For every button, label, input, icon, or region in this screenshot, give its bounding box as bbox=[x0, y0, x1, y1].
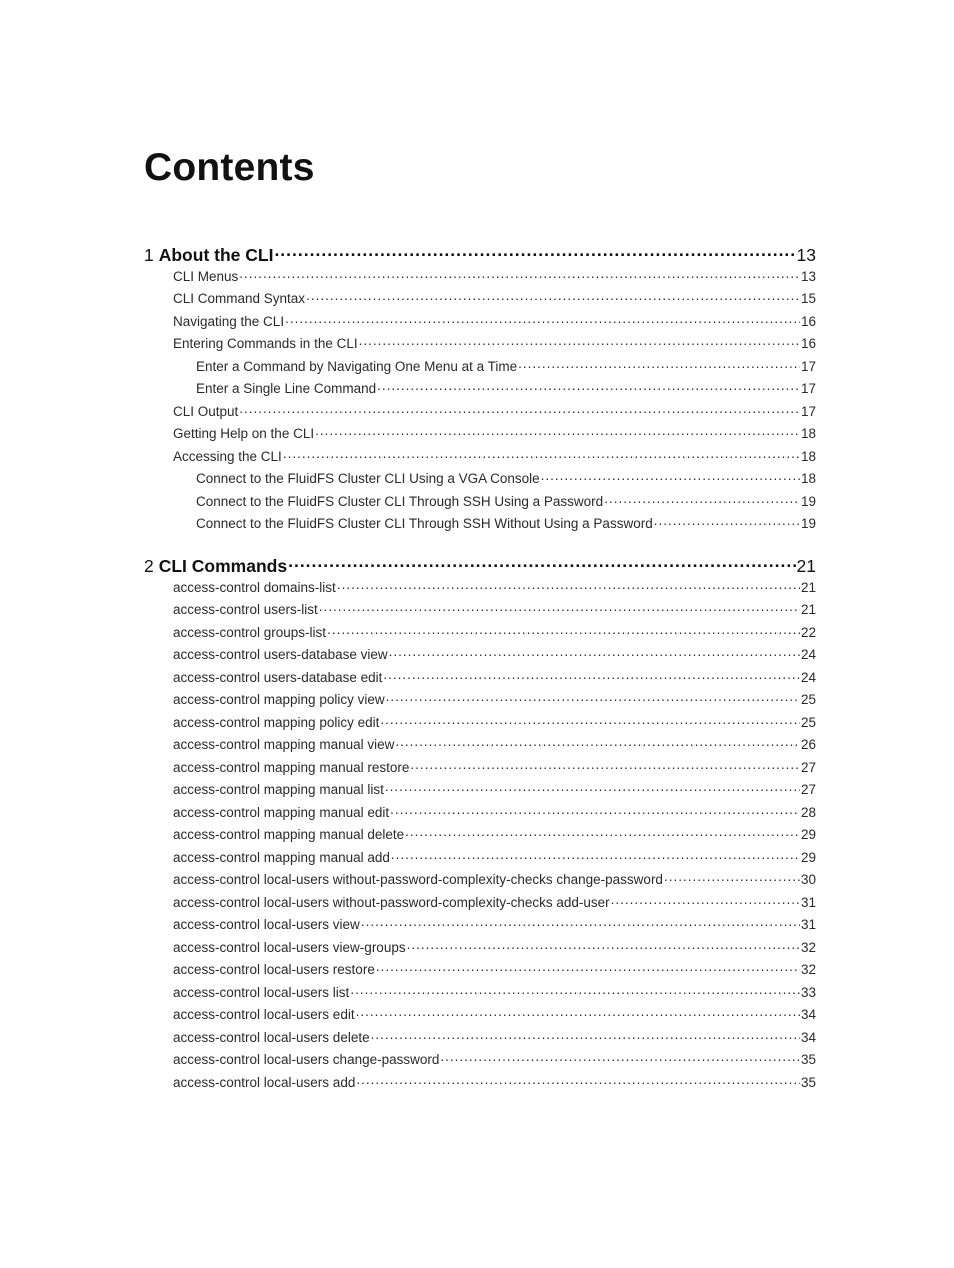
toc-leader-dots bbox=[356, 1073, 800, 1087]
toc-page-number: 26 bbox=[800, 737, 816, 752]
toc-entry[interactable] bbox=[173, 871, 816, 888]
toc-page-number: 32 bbox=[800, 962, 816, 977]
toc-leader-dots bbox=[410, 758, 800, 772]
toc-leader-dots bbox=[285, 312, 800, 326]
toc-entry-label: Connect to the FluidFS Cluster CLI Using a VGA Console bbox=[196, 471, 540, 486]
toc-leader-dots bbox=[405, 826, 800, 840]
toc-entry-label: access-control mapping manual delete bbox=[173, 827, 405, 842]
toc-entry-label: access-control local-users change-password bbox=[173, 1052, 440, 1067]
toc-page-number: 34 bbox=[800, 1029, 816, 1045]
toc-leader-dots bbox=[385, 781, 800, 795]
toc-entry-label: access-control mapping policy view bbox=[173, 692, 385, 707]
toc-entry-label: access-control domains-list bbox=[173, 579, 336, 595]
toc-entry-label: CLI Output bbox=[173, 403, 239, 419]
toc-leader-dots bbox=[315, 425, 800, 439]
toc-leader-dots bbox=[274, 243, 795, 261]
toc-page-number: 17 bbox=[800, 403, 816, 419]
toc-entry-label: access-control mapping manual list bbox=[173, 782, 384, 797]
toc-entry-label: Connect to the FluidFS Cluster CLI Through SSH Without Using a Password bbox=[196, 516, 653, 531]
toc-entry-label: Navigating the CLI bbox=[173, 313, 285, 329]
toc-entry-label: access-control mapping manual add bbox=[173, 849, 390, 865]
page-title: Contents bbox=[144, 146, 315, 189]
toc-entry[interactable] bbox=[173, 713, 816, 730]
toc-entry[interactable] bbox=[173, 848, 816, 865]
toc-entry[interactable] bbox=[196, 380, 816, 397]
toc-page-number: 31 bbox=[800, 894, 816, 910]
toc-entry[interactable] bbox=[173, 758, 816, 775]
toc-entry[interactable] bbox=[173, 601, 816, 618]
toc-page-number: 35 bbox=[800, 1052, 816, 1067]
toc-page-number: 29 bbox=[800, 827, 816, 842]
toc-leader-dots bbox=[327, 623, 800, 637]
toc-page-number: 17 bbox=[800, 358, 816, 374]
toc-page-number: 15 bbox=[800, 291, 816, 306]
toc-entry-label: access-control mapping manual restore bbox=[173, 759, 410, 775]
toc-page-number: 22 bbox=[800, 624, 816, 640]
toc-entry[interactable] bbox=[173, 893, 816, 910]
toc-entry-label: CLI Menus bbox=[173, 268, 239, 284]
toc-entry-label: access-control users-list bbox=[173, 602, 318, 617]
toc-entry[interactable] bbox=[173, 1051, 816, 1068]
toc-leader-dots bbox=[611, 893, 800, 907]
toc-entry-label: CLI Command Syntax bbox=[173, 291, 306, 306]
toc-entry[interactable] bbox=[173, 335, 816, 352]
toc-entry-label: Entering Commands in the CLI bbox=[173, 336, 358, 351]
toc-chapter-number: 1 bbox=[144, 244, 154, 265]
toc-entry[interactable] bbox=[173, 447, 816, 464]
toc-entry[interactable] bbox=[196, 515, 816, 532]
toc-chapter-number: 2 bbox=[144, 555, 154, 576]
toc-leader-dots bbox=[390, 803, 800, 817]
toc-page-number: 27 bbox=[800, 782, 816, 797]
toc-page-number: 27 bbox=[800, 759, 816, 775]
toc-page-number: 35 bbox=[800, 1074, 816, 1090]
toc-page-number: 33 bbox=[800, 984, 816, 1000]
toc-leader-dots bbox=[356, 1006, 800, 1020]
toc-page-number: 16 bbox=[800, 313, 816, 329]
toc-entry[interactable] bbox=[173, 425, 816, 442]
toc-page-number: 18 bbox=[800, 426, 816, 441]
toc-entry[interactable] bbox=[173, 668, 816, 685]
toc-page-number: 19 bbox=[800, 493, 816, 509]
toc-entry-label: Enter a Command by Navigating One Menu at a Time bbox=[196, 358, 518, 374]
toc-entry[interactable] bbox=[173, 961, 816, 978]
toc-page-number: 25 bbox=[800, 714, 816, 730]
toc-leader-dots bbox=[319, 601, 800, 615]
toc-entry[interactable] bbox=[173, 1006, 816, 1023]
toc-entry[interactable] bbox=[173, 290, 816, 307]
toc-page-number: 34 bbox=[800, 1007, 816, 1022]
toc-page-number: 25 bbox=[800, 692, 816, 707]
toc-entry[interactable] bbox=[173, 1073, 816, 1090]
toc-page-number: 19 bbox=[800, 516, 816, 531]
toc-entry[interactable] bbox=[173, 1028, 816, 1045]
toc-chapter-2[interactable] bbox=[144, 554, 816, 577]
toc-page-number: 18 bbox=[800, 448, 816, 464]
toc-leader-dots bbox=[283, 447, 800, 461]
toc-entry-label: access-control local-users list bbox=[173, 984, 350, 1000]
toc-entry-label: access-control users-database view bbox=[173, 647, 388, 662]
toc-page-number: 21 bbox=[800, 602, 816, 617]
toc-leader-dots bbox=[337, 578, 800, 592]
toc-leader-dots bbox=[380, 713, 800, 727]
toc-entry[interactable] bbox=[173, 736, 816, 753]
toc-page-number: 24 bbox=[800, 647, 816, 662]
toc-entry-label: Connect to the FluidFS Cluster CLI Through SSH Using a Password bbox=[196, 493, 604, 509]
toc-leader-dots bbox=[359, 335, 800, 349]
toc-page-number: 31 bbox=[800, 917, 816, 932]
toc-entry[interactable] bbox=[173, 691, 816, 708]
toc-entry[interactable] bbox=[173, 267, 816, 284]
toc-page-number: 17 bbox=[800, 381, 816, 396]
toc-entry-label: Accessing the CLI bbox=[173, 448, 282, 464]
toc-entry-label: access-control mapping manual edit bbox=[173, 804, 390, 820]
toc-entry-label: access-control local-users without-password-complexity-checks change-password bbox=[173, 872, 663, 887]
toc-page-number: 21 bbox=[796, 555, 816, 576]
toc-page-number: 16 bbox=[800, 336, 816, 351]
toc-entry[interactable] bbox=[196, 470, 816, 487]
toc-leader-dots bbox=[383, 668, 800, 682]
toc-chapter-1[interactable] bbox=[144, 243, 816, 266]
toc-entry-label: access-control groups-list bbox=[173, 624, 327, 640]
toc-page-number: 13 bbox=[800, 268, 816, 284]
toc-entry[interactable] bbox=[173, 938, 816, 955]
toc-entry-label: access-control local-users view-groups bbox=[173, 939, 406, 955]
toc-leader-dots bbox=[664, 871, 800, 885]
toc-entry-label: access-control users-database edit bbox=[173, 669, 383, 685]
toc-entry-label: Enter a Single Line Command bbox=[196, 381, 377, 396]
toc-entry-label: access-control local-users without-password-complexity-checks add-user bbox=[173, 894, 610, 910]
toc-entry[interactable] bbox=[173, 983, 816, 1000]
toc-leader-dots bbox=[306, 290, 800, 304]
toc-entry-label: access-control mapping manual view bbox=[173, 737, 395, 752]
toc-entry-label: access-control local-users edit bbox=[173, 1007, 355, 1022]
toc-leader-dots bbox=[386, 691, 800, 705]
toc-entry-label: access-control local-users restore bbox=[173, 962, 375, 977]
toc-leader-dots bbox=[377, 380, 800, 394]
toc-leader-dots bbox=[604, 492, 800, 506]
toc-entry-label: Getting Help on the CLI bbox=[173, 426, 315, 441]
toc-leader-dots bbox=[541, 470, 800, 484]
toc-page-number: 28 bbox=[800, 804, 816, 820]
toc-leader-dots bbox=[518, 357, 800, 371]
toc-entry[interactable] bbox=[173, 803, 816, 820]
toc-page-number: 29 bbox=[800, 849, 816, 865]
toc-page-number: 30 bbox=[800, 872, 816, 887]
toc-page-number: 32 bbox=[800, 939, 816, 955]
toc-entry-label: access-control local-users delete bbox=[173, 1029, 370, 1045]
toc-leader-dots bbox=[376, 961, 800, 975]
toc-entry[interactable] bbox=[173, 623, 816, 640]
toc-leader-dots bbox=[350, 983, 800, 997]
toc-page-number: 18 bbox=[800, 471, 816, 486]
toc-leader-dots bbox=[239, 267, 800, 281]
toc-entry[interactable] bbox=[173, 916, 816, 933]
toc-leader-dots bbox=[654, 515, 800, 529]
toc-entry[interactable] bbox=[173, 826, 816, 843]
toc-leader-dots bbox=[407, 938, 800, 952]
toc-page-number: 13 bbox=[796, 244, 816, 265]
toc-entry[interactable] bbox=[173, 312, 816, 329]
toc-chapter-title: CLI Commands bbox=[158, 555, 288, 576]
toc-entry[interactable] bbox=[173, 646, 816, 663]
toc-entry-label: access-control local-users add bbox=[173, 1074, 356, 1090]
toc-leader-dots bbox=[371, 1028, 800, 1042]
toc-leader-dots bbox=[391, 848, 800, 862]
toc-leader-dots bbox=[288, 554, 795, 572]
toc-entry[interactable] bbox=[173, 578, 816, 595]
toc-page-number: 24 bbox=[800, 669, 816, 685]
toc-page-number: 21 bbox=[800, 579, 816, 595]
toc-entry[interactable] bbox=[196, 357, 816, 374]
toc-chapter-title: About the CLI bbox=[158, 244, 274, 265]
toc-entry-label: access-control mapping policy edit bbox=[173, 714, 380, 730]
toc-leader-dots bbox=[395, 736, 800, 750]
toc-leader-dots bbox=[239, 402, 800, 416]
toc-leader-dots bbox=[361, 916, 800, 930]
toc-entry-label: access-control local-users view bbox=[173, 917, 360, 932]
toc-leader-dots bbox=[440, 1051, 800, 1065]
toc-entry[interactable] bbox=[196, 492, 816, 509]
toc-leader-dots bbox=[389, 646, 800, 660]
toc-entry[interactable] bbox=[173, 402, 816, 419]
toc-entry[interactable] bbox=[173, 781, 816, 798]
